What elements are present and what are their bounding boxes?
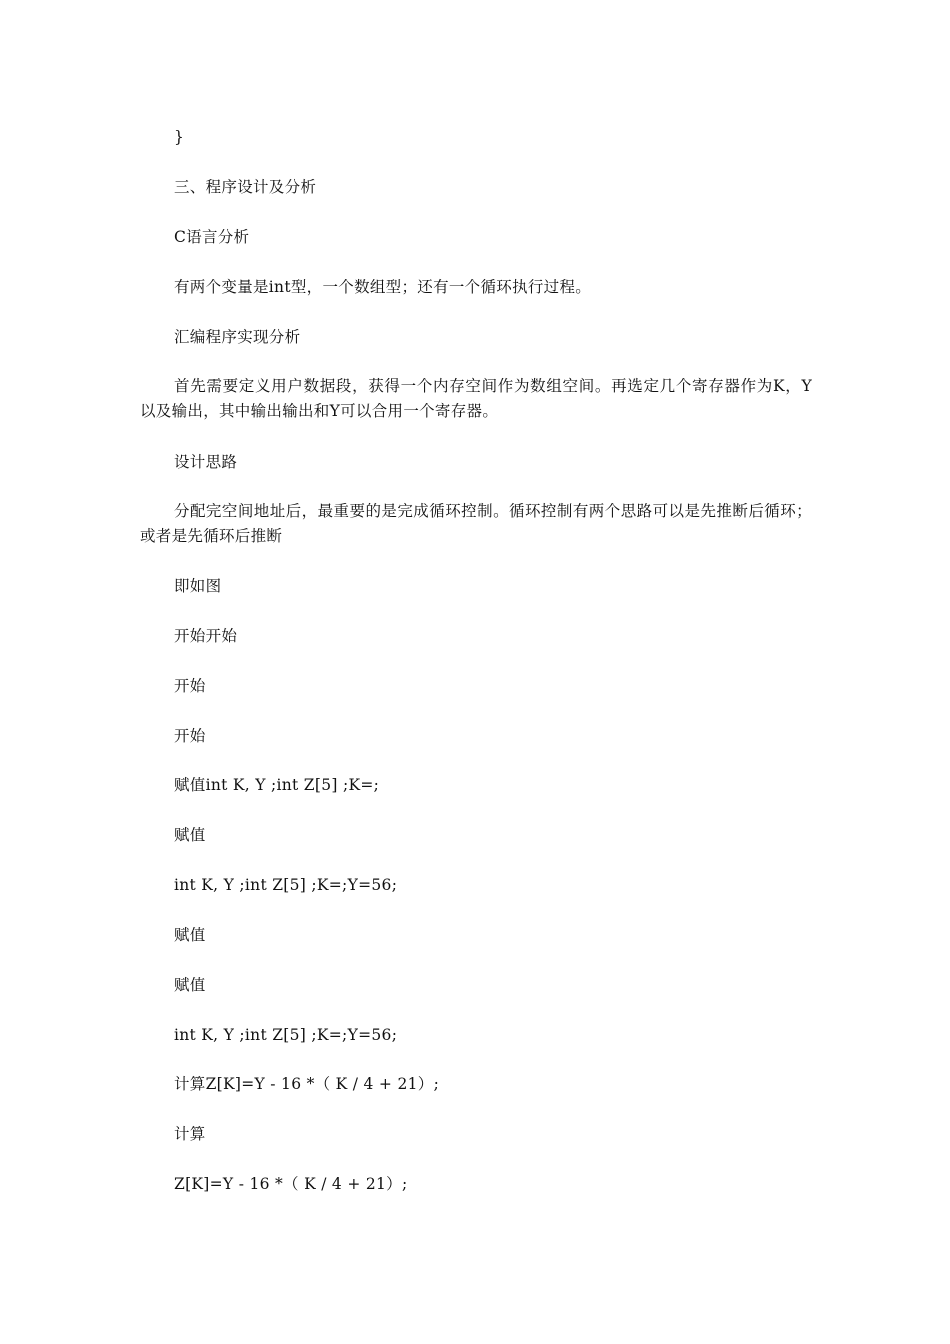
paragraph-loop-control: 分配完空间地址后，最重要的是完成循环控制。循环控制有两个思路可以是先推断后循环；或者是先循环后推断	[140, 502, 812, 545]
subheading-c-analysis: C语言分析	[174, 228, 250, 246]
paragraph-see-figure: 即如图	[174, 577, 222, 595]
section-heading: 三、程序设计及分析	[174, 178, 317, 196]
flow-code-line: int K, Y ;int Z[5] ;K=;Y=56;	[174, 1026, 398, 1044]
flow-compute-code: 计算Z[K]=Y - 16 *（ K / 4 + 21）;	[174, 1075, 440, 1093]
flow-formula-line: Z[K]=Y - 16 *（ K / 4 + 21）;	[174, 1175, 408, 1193]
flow-label-start-pair: 开始开始	[174, 627, 238, 645]
flow-label-assign: 赋值	[174, 826, 206, 844]
flow-label-start: 开始	[174, 727, 206, 745]
paragraph-variables: 有两个变量是int型，一个数组型；还有一个循环执行过程。	[174, 278, 592, 296]
subheading-design: 设计思路	[174, 453, 238, 471]
flow-label-start: 开始	[174, 677, 206, 695]
flow-label-assign: 赋值	[174, 926, 206, 944]
flow-label-compute: 计算	[174, 1125, 206, 1143]
flow-label-assign: 赋值	[174, 976, 206, 994]
flow-assign-code: 赋值int K, Y ;int Z[5] ;K=;	[174, 776, 380, 794]
paragraph-data-segment: 首先需要定义用户数据段，获得一个内存空间作为数组空间。再选定几个寄存器作为K，Y以及输出，其中输出输出和Y可以合用一个寄存器。	[140, 377, 812, 420]
subheading-asm-analysis: 汇编程序实现分析	[174, 328, 301, 346]
flow-code-line: int K, Y ;int Z[5] ;K=;Y=56;	[174, 876, 398, 894]
closing-brace: }	[174, 128, 185, 146]
